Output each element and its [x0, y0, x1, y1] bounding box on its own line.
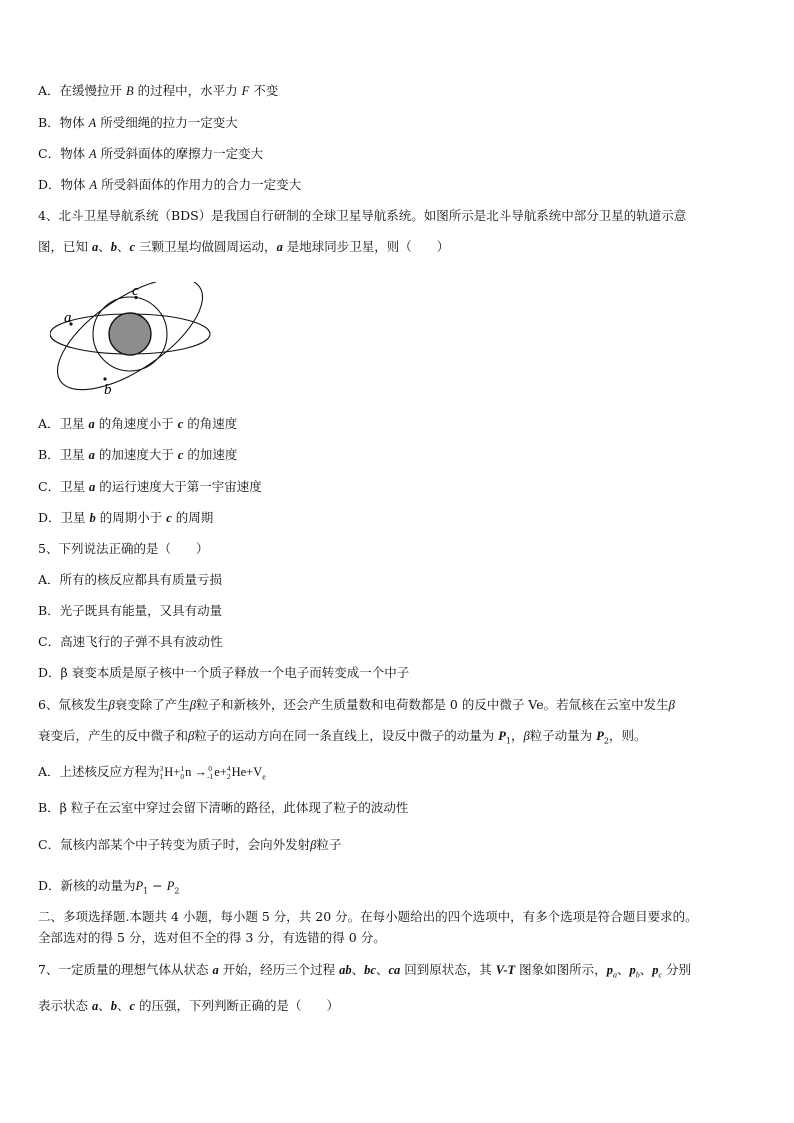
q4-option-d: D．卫星 b 的周期小于 c 的周期	[38, 510, 214, 525]
q5-option-b: B．光子既具有能量，又具有动量	[38, 603, 223, 618]
q5-option-c: C．高速飞行的子弹不具有波动性	[38, 634, 223, 649]
nuclear-equation: 3 1 H+ 1 0 n → 0 -1 e+ 4 2 $He+V_e$	[159, 764, 266, 782]
q5-stem: 5、下列说法正确的是（ ）	[38, 541, 209, 556]
q4-option-c: C．卫星 a 的运行速度大于第一宇宙速度	[38, 479, 262, 494]
q6-stem-line1: 6、氚核发生β衰变除了产生β粒子和新核外，还会产生质量数和电荷数都是 0 的反中微子 Ve。若氚核在云室中发生β	[38, 697, 675, 712]
section2-instructions-line2: 全部选对的得 5 分，选对但不全的得 3 分，有选错的得 0 分。	[38, 930, 386, 945]
satellite-orbit-figure	[50, 282, 215, 394]
q6-option-a: A．上述核反应方程为 3 1 H+ 1 0 n → 0 -1 e+ 4 2 $He+V_e$	[38, 764, 266, 782]
earth	[109, 313, 151, 355]
satellite-b-dot	[103, 377, 106, 380]
section2-instructions-line1: 二、多项选择题.本题共 4 小题，每小题 5 分，共 20 分。在每小题给出的四个选项中，有多个选项是符合题目要求的。	[38, 909, 698, 924]
q3-option-b: B．物体 A 所受细绳的拉力一定变大	[38, 115, 238, 130]
q6-option-d: D．新核的动量为$P_1 - P_2$	[38, 878, 180, 896]
q7-stem-line2: 表示状态 a、b、c 的压强，下列判断正确的是（ ）	[38, 998, 340, 1013]
q4-option-a: A．卫星 a 的角速度小于 c 的角速度	[38, 416, 238, 431]
label-c: c	[132, 283, 139, 299]
label-a: a	[64, 310, 72, 326]
q6-option-c: C．氚核内部某个中子转变为质子时，会向外发射β粒子	[38, 837, 342, 852]
q6-stem-line2: 衰变后，产生的反中微子和β粒子的运动方向在同一条直线上，设反中微子的动量为 $P_1$，β粒子动量为 $P_2$，则。	[38, 728, 647, 746]
q5-option-a: A．所有的核反应都具有质量亏损	[38, 572, 223, 587]
q4-stem-line2: 图，已知 a、b、c 三颗卫星均做圆周运动，a 是地球同步卫星，则（ ）	[38, 239, 450, 254]
q3-option-c: C．物体 A 所受斜面体的摩擦力一定变大	[38, 146, 264, 161]
q3-option-a: A．在缓慢拉开 B 的过程中，水平力 F 不变	[38, 83, 279, 98]
q4-stem-line1: 4、北斗卫星导航系统（BDS）是我国自行研制的全球卫星导航系统。如图所示是北斗导航系统中部分卫星的轨道示意	[38, 208, 687, 223]
q5-option-d: D．β 衰变本质是原子核中一个质子释放一个电子而转变成一个中子	[38, 665, 410, 680]
label-b: b	[104, 382, 112, 394]
q4-option-b: B．卫星 a 的加速度大于 c 的加速度	[38, 447, 238, 462]
q6-option-b: B．β 粒子在云室中穿过会留下清晰的路径，此体现了粒子的波动性	[38, 800, 409, 815]
q3-option-d: D．物体 A 所受斜面体的作用力的合力一定变大	[38, 177, 302, 192]
q7-stem-line1: 7、一定质量的理想气体从状态 a 开始，经历三个过程 ab、bc、ca 回到原状态，其 V-T 图象如图所示，$p_a$、$p_b$、$p_c$ 分别	[38, 962, 692, 980]
